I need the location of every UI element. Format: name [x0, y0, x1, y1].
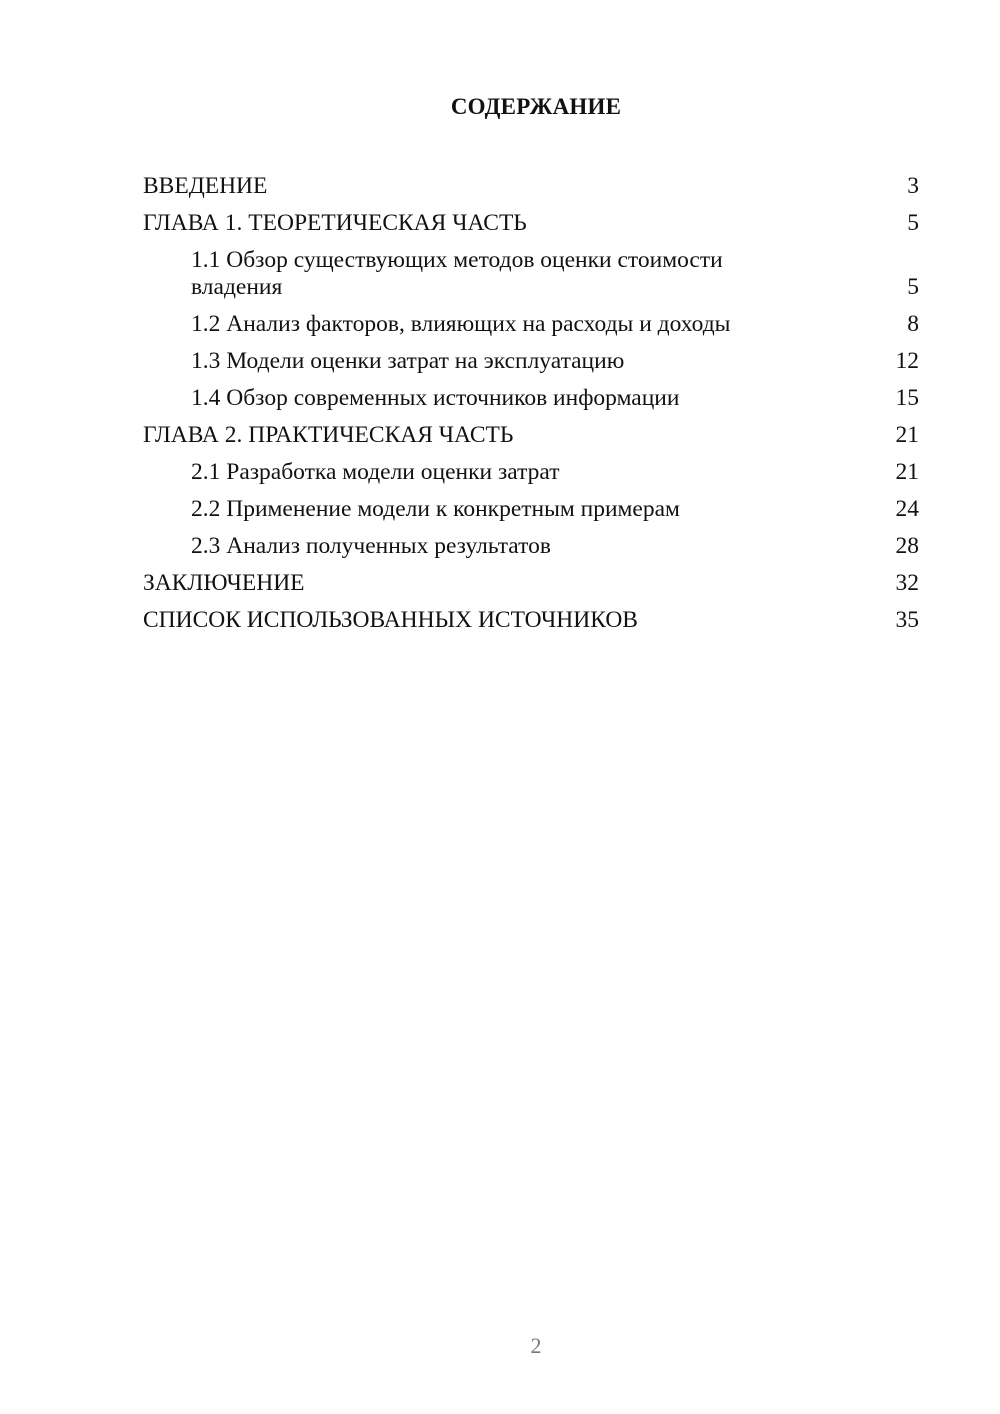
- toc-entry-section-1-4[interactable]: [143, 380, 919, 417]
- toc-entry-label: 1.2 Анализ факторов, влияющих на расходы и доходы: [191, 311, 731, 337]
- toc-entry-section-2-1[interactable]: [143, 454, 919, 491]
- toc-entry-page: 28: [895, 533, 919, 559]
- toc-entry-label: 1.3 Модели оценки затрат на эксплуатацию: [191, 348, 625, 374]
- toc-entry-label: ВВЕДЕНИЕ: [143, 173, 268, 199]
- toc-entry-label: ГЛАВА 2. ПРАКТИЧЕСКАЯ ЧАСТЬ: [143, 422, 514, 448]
- toc-entry-label: СПИСОК ИСПОЛЬЗОВАННЫХ ИСТОЧНИКОВ: [143, 607, 638, 633]
- toc-entry-conclusion[interactable]: [143, 565, 919, 602]
- toc-entry-page: 21: [895, 422, 919, 448]
- toc-entry-page: 5: [907, 274, 919, 300]
- toc-entry-page: 35: [895, 607, 919, 633]
- toc-entry-references[interactable]: [143, 602, 919, 639]
- toc-entry-label: ГЛАВА 1. ТЕОРЕТИЧЕСКАЯ ЧАСТЬ: [143, 210, 527, 236]
- toc-entry-page: 21: [895, 459, 919, 485]
- toc-entry-label: 2.3 Анализ полученных результатов: [191, 533, 551, 559]
- toc-entry-chapter-2[interactable]: [143, 417, 919, 454]
- toc-entry-label: 2.2 Применение модели к конкретным примерам: [191, 496, 680, 522]
- toc-entry-section-1-3[interactable]: [143, 343, 919, 380]
- toc-entry-section-2-2[interactable]: [143, 491, 919, 528]
- toc-entry-section-1-2[interactable]: [143, 306, 919, 343]
- toc-entry-label: 2.1 Разработка модели оценки затрат: [191, 459, 560, 485]
- toc-entry-page: 8: [907, 311, 919, 337]
- toc-entry-page: 3: [907, 173, 919, 199]
- toc-entry-page: 5: [907, 210, 919, 236]
- toc-entry-page: 15: [895, 385, 919, 411]
- toc-entry-label: 1.4 Обзор современных источников информации: [191, 385, 680, 411]
- toc-entry-page: 24: [895, 496, 919, 522]
- toc-title: СОДЕРЖАНИЕ: [450, 94, 622, 119]
- toc-entry-chapter-1[interactable]: [143, 205, 919, 242]
- toc-entry-page: 32: [895, 570, 919, 596]
- toc-entry-introduction[interactable]: [143, 168, 919, 205]
- toc-entry-page: 12: [895, 348, 919, 374]
- toc-entry-section-1-1[interactable]: [143, 242, 919, 306]
- toc-entry-label: 1.1 Обзор существующих методов оценки стоимости владения: [191, 247, 723, 300]
- page-number: 2: [530, 1333, 542, 1358]
- table-of-contents: [143, 168, 919, 639]
- toc-entry-section-2-3[interactable]: [143, 528, 919, 565]
- toc-entry-label: ЗАКЛЮЧЕНИЕ: [143, 570, 305, 596]
